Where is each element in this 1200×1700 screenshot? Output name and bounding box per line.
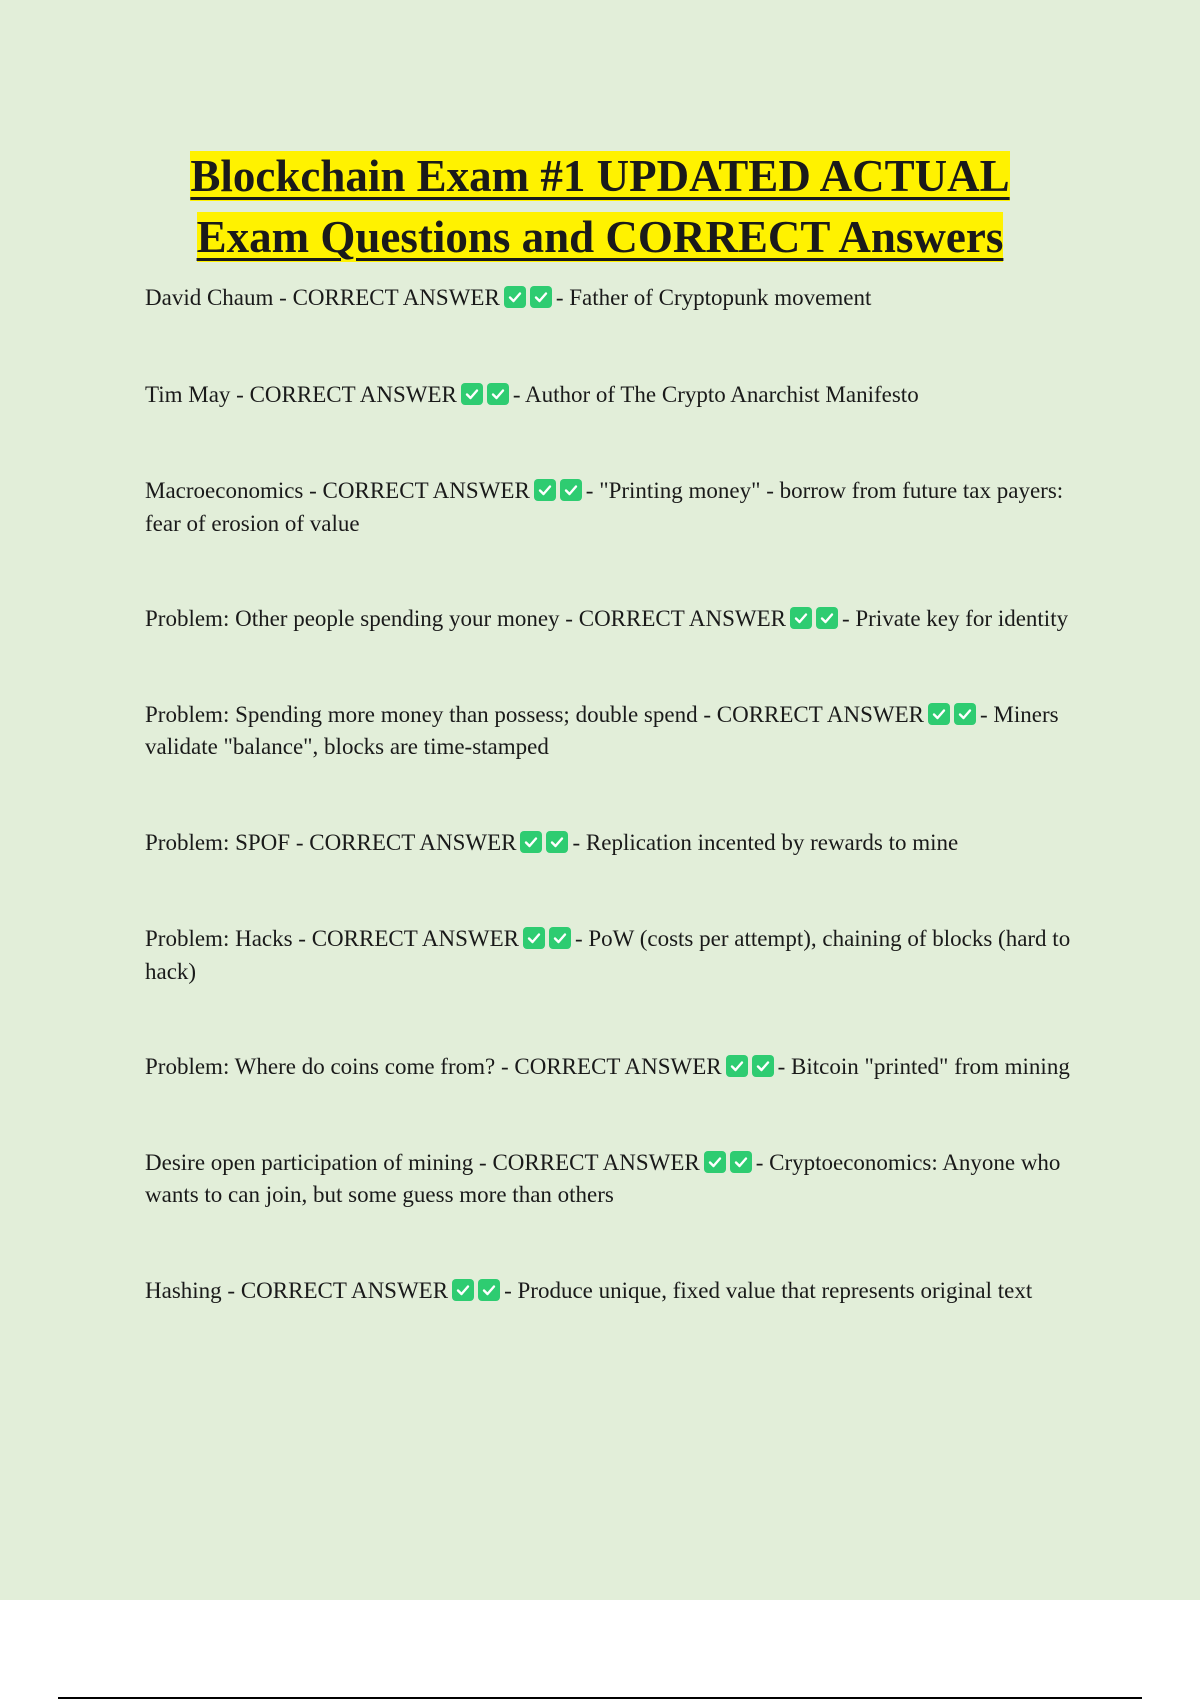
title-line-2: Exam Questions and CORRECT Answers: [196, 212, 1004, 262]
check-mark-icon: [520, 831, 542, 853]
check-mark-icon: [530, 286, 552, 308]
answer-marker: CORRECT ANSWER: [311, 926, 519, 951]
check-mark-icon: [928, 703, 950, 725]
list-item: [145, 1147, 1085, 1212]
answer-marker: CORRECT ANSWER: [309, 829, 517, 855]
qa-list: [145, 282, 1085, 1307]
question-text: Problem: Where do coins come from? -: [145, 1054, 515, 1079]
answer-text: - Bitcoin "printed" from mining: [777, 1054, 1070, 1079]
check-mark-icon: [461, 383, 483, 405]
check-mark-icon: [560, 479, 582, 501]
answer-text: - Produce unique, fixed value that represents original text: [504, 1277, 1033, 1303]
check-mark-icon: [523, 927, 545, 949]
answer-text: - Cryptoeconomics: Anyone who wants to can join, but some guess more than others: [145, 1149, 1061, 1207]
question-text: David Chaum -: [145, 285, 293, 310]
list-item: [145, 827, 1085, 860]
list-item: [145, 282, 1085, 315]
check-mark-icon: [704, 1151, 726, 1173]
list-item: [145, 1051, 1085, 1084]
check-mark-icon: [816, 607, 838, 629]
check-mark-icon: [452, 1279, 474, 1301]
check-mark-icon: [487, 383, 509, 405]
check-mark-icon: [726, 1055, 748, 1077]
answer-text: - Father of Cryptopunk movement: [555, 285, 872, 310]
list-item: [145, 699, 1085, 764]
question-text: Tim May -: [145, 381, 250, 407]
check-mark-icon: [504, 286, 526, 308]
answer-marker: CORRECT ANSWER: [716, 701, 924, 727]
answer-marker: CORRECT ANSWER: [322, 478, 530, 503]
answer-text: - "Printing money" - borrow from future tax payers: fear of erosion of value: [145, 478, 1064, 536]
check-mark-icon: [954, 703, 976, 725]
list-item: [145, 379, 1085, 412]
answer-text: - Miners validate "balance", blocks are time-stamped: [145, 701, 1059, 759]
list-item: [145, 1275, 1085, 1308]
question-text: Macroeconomics -: [145, 478, 323, 503]
answer-marker: CORRECT ANSWER: [249, 381, 457, 407]
question-text: Problem: SPOF -: [145, 829, 310, 855]
answer-marker: CORRECT ANSWER: [240, 1277, 449, 1303]
answer-marker: CORRECT ANSWER: [492, 1149, 700, 1175]
page-divider: [58, 1697, 1142, 1699]
check-mark-icon: [549, 927, 571, 949]
list-item: [145, 923, 1085, 988]
answer-marker: CORRECT ANSWER: [514, 1054, 722, 1079]
check-mark-icon: [730, 1151, 752, 1173]
question-text: Hashing -: [145, 1277, 241, 1303]
title-line-1: Blockchain Exam #1 UPDATED ACTUAL: [190, 151, 1010, 201]
answer-text: - Replication incented by rewards to mine: [572, 829, 959, 855]
check-mark-icon: [790, 607, 812, 629]
answer-text: - PoW (costs per attempt), chaining of blocks (hard to hack): [145, 926, 1071, 984]
document-title: [0, 146, 1200, 268]
answer-text: - Author of The Crypto Anarchist Manifesto: [512, 381, 919, 407]
check-mark-icon: [546, 831, 568, 853]
answer-text: - Private key for identity: [841, 606, 1069, 631]
check-mark-icon: [534, 479, 556, 501]
question-text: Desire open participation of mining -: [145, 1149, 493, 1175]
question-text: Problem: Spending more money than possess; double spend -: [145, 701, 717, 727]
question-text: Problem: Other people spending your money -: [145, 606, 579, 631]
list-item: [145, 475, 1085, 540]
check-mark-icon: [752, 1055, 774, 1077]
list-item: [145, 603, 1085, 636]
question-text: Problem: Hacks -: [145, 926, 312, 951]
check-mark-icon: [478, 1279, 500, 1301]
answer-marker: CORRECT ANSWER: [292, 285, 500, 310]
answer-marker: CORRECT ANSWER: [578, 606, 786, 631]
